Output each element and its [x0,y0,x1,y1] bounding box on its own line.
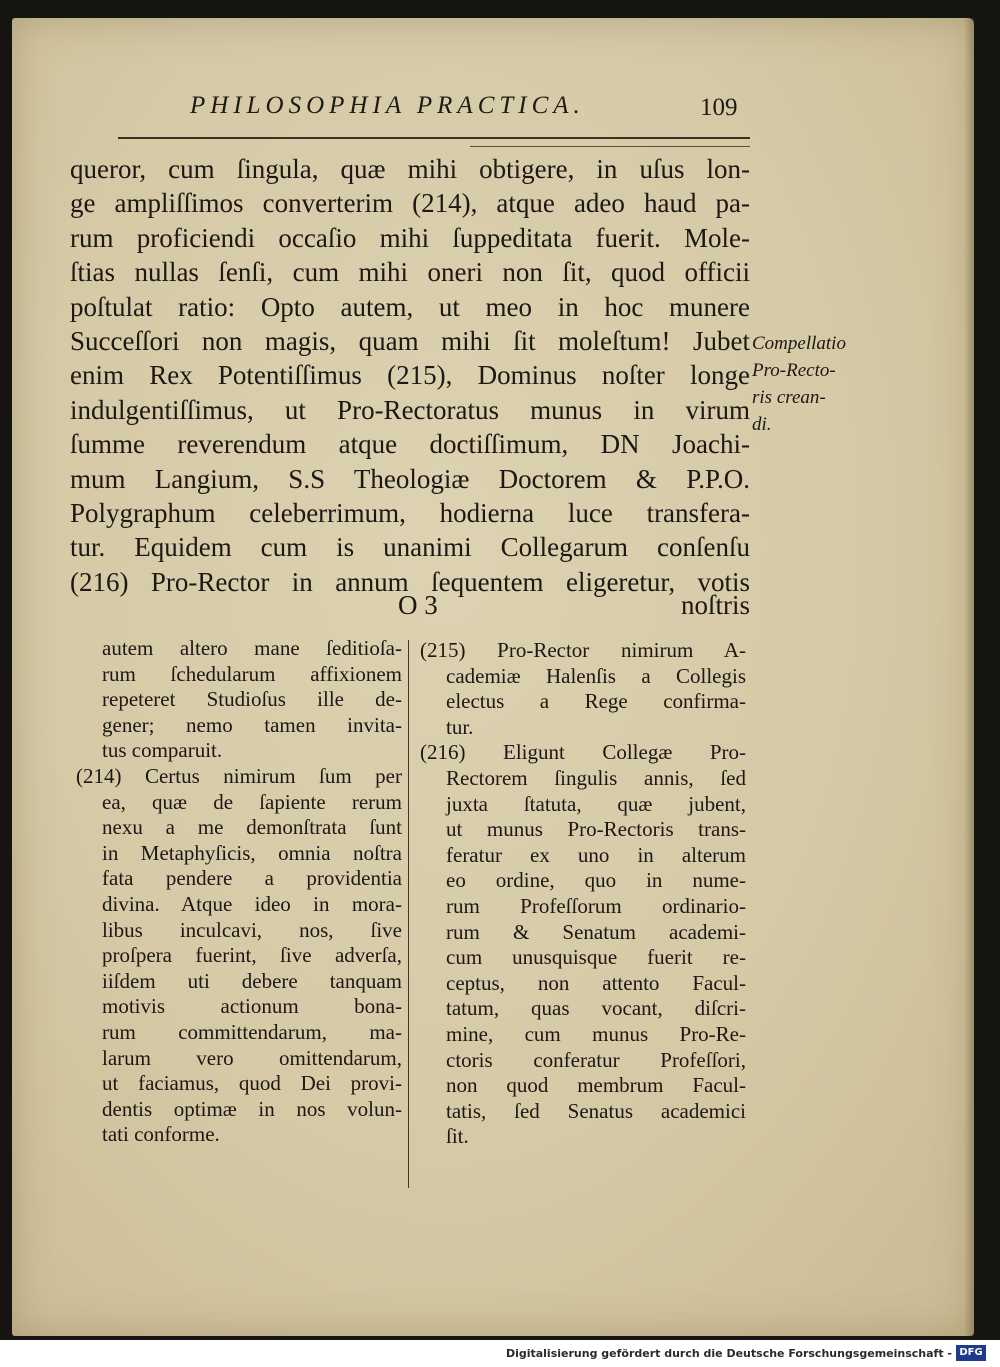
footnote-line: electus a Rege confirma- [446,689,746,714]
footnote-line: ſit. [446,1124,469,1149]
footnote-line: (214) Certus nimirum ſum per [76,763,402,788]
footnote-line: ut faciamus, quod Dei provi- [102,1071,402,1096]
catchword: noſtris [680,590,750,620]
footnote-line: juxta ſtatuta, quæ jubent, [446,791,746,816]
footnote-line: divina. Atque ideo in mora- [102,891,402,916]
footnote-line: iiſdem uti debere tanquam [102,968,402,993]
footnote-line: gener; nemo tamen invita- [102,712,402,737]
header-rule [118,137,750,139]
margin-note-line: ris crean- [752,387,826,408]
footnote-line: cademiæ Halenſis a Collegis [446,663,746,688]
footnote-line: rum Profeſſorum ordinario- [446,893,746,918]
footnote-line: ea, quæ de ſapiente rerum [102,789,402,814]
page-number: 109 [700,94,738,121]
main-text-line: rum proficiendi occaſio mihi ſuppeditata fuerit. Mole- [70,222,750,253]
footnote-line: (215) Pro-Rector nimirum A- [420,638,746,662]
page-edge-shadow [964,18,974,1336]
footnote-line: mine, cum munus Pro-Re- [446,1021,746,1046]
main-text-line: Succeſſori non magis, quam mihi ſit moleſtum! Jubet [70,326,750,357]
running-head: PHILOSOPHIA PRACTICA. [190,92,585,119]
footnotes-left-column [76,636,402,1148]
margin-note [752,330,872,438]
main-text-line: indulgentiſſimus, ut Pro-Rectoratus munus in virum [70,394,750,425]
main-text-line: tur. Equidem cum is unanimi Collegarum conſenſu [70,532,750,563]
footnote-line: libus inculcavi, nos, ſive [102,917,402,942]
signature-row [70,590,750,626]
footnote-line: rum committendarum, ma- [102,1019,402,1044]
footnote-line: larum vero omittendarum, [102,1045,402,1070]
footnote-line: tus comparuit. [102,738,223,763]
footnote-line: autem altero mane ſeditioſa- [102,636,402,660]
footnote-line: ut munus Pro-Rectoris trans- [446,817,746,842]
main-text-line: ſtias nullas ſenſi, cum mihi oneri non ſit, quod officii [70,257,750,288]
margin-note-line: Compellatio [752,333,846,354]
footnote-line: dentis optimæ in nos volun- [102,1096,402,1121]
footnotes-right-column [420,638,746,1150]
main-text-line: (216) Pro-Rector in annum ſequentem eligeretur, votis [70,566,750,597]
dfg-logo[interactable]: DFG [956,1345,986,1361]
footnote-line: eo ordine, quo in nume- [446,868,746,893]
margin-note-line: di. [752,414,772,435]
main-text-line: poſtulat ratio: Opto autem, ut meo in hoc munere [70,291,750,322]
footnote-line: ctoris conferatur Profeſſori, [446,1047,746,1072]
footnote-line: motivis actionum bona- [102,994,402,1019]
footnote-line: proſpera fuerint, ſive adverſa, [102,943,402,968]
header-rule-thin [470,146,750,147]
footnote-line: fata pendere a providentia [102,866,402,891]
footnote-line: rum ſchedularum affixionem [102,661,402,686]
margin-note-line: Pro-Recto- [752,360,836,381]
footer-credit-text: Digitalisierung gefördert durch die Deutsche Forschungsgemeinschaft - [505,1347,952,1360]
footnote-line: cum unusquisque fuerit re- [446,945,746,970]
footnote-column-divider [408,640,409,1188]
footnote-line: tur. [446,714,474,739]
footnote-line: tatum, quas vocant, diſcri- [446,996,746,1021]
main-text-line: enim Rex Potentiſſimus (215), Dominus noſter longe [70,360,750,391]
main-text-line: mum Langium, S.S Theologiæ Doctorem & P.P.O. [70,463,750,494]
footnote-line: non quod membrum Facul- [446,1073,746,1098]
footnote-line: rum & Senatum academi- [446,919,746,944]
footnote-line: tati conforme. [102,1122,220,1147]
footnote-line: nexu a me demonſtrata ſunt [102,815,402,840]
main-text-block [70,152,750,599]
main-text-line: Polygraphum celeberrimum, hodierna luce transfera- [70,498,750,529]
footnote-line: Rectorem ſingulis annis, ſed [446,765,746,790]
main-text-line: queror, cum ſingula, quæ mihi obtigere, in uſus lon- [70,154,750,184]
footnote-line: ceptus, non attento Facul- [446,970,746,995]
footnote-line: feratur ex uno in alterum [446,842,746,867]
footnote-line: tatis, ſed Senatus academici [446,1098,746,1123]
footnote-line: (216) Eligunt Collegæ Pro- [420,740,746,765]
signature-mark: O 3 [398,590,438,620]
footnote-line: repeteret Studioſus ille de- [102,687,402,712]
main-text-line: ge ampliſſimos converterim (214), atque adeo haud pa- [70,188,750,219]
footer-bar [0,1340,1000,1367]
main-text-line: ſumme reverendum atque doctiſſimum, DN Joachi- [70,429,750,460]
footnote-line: in Metaphyſicis, omnia noſtra [102,840,402,865]
